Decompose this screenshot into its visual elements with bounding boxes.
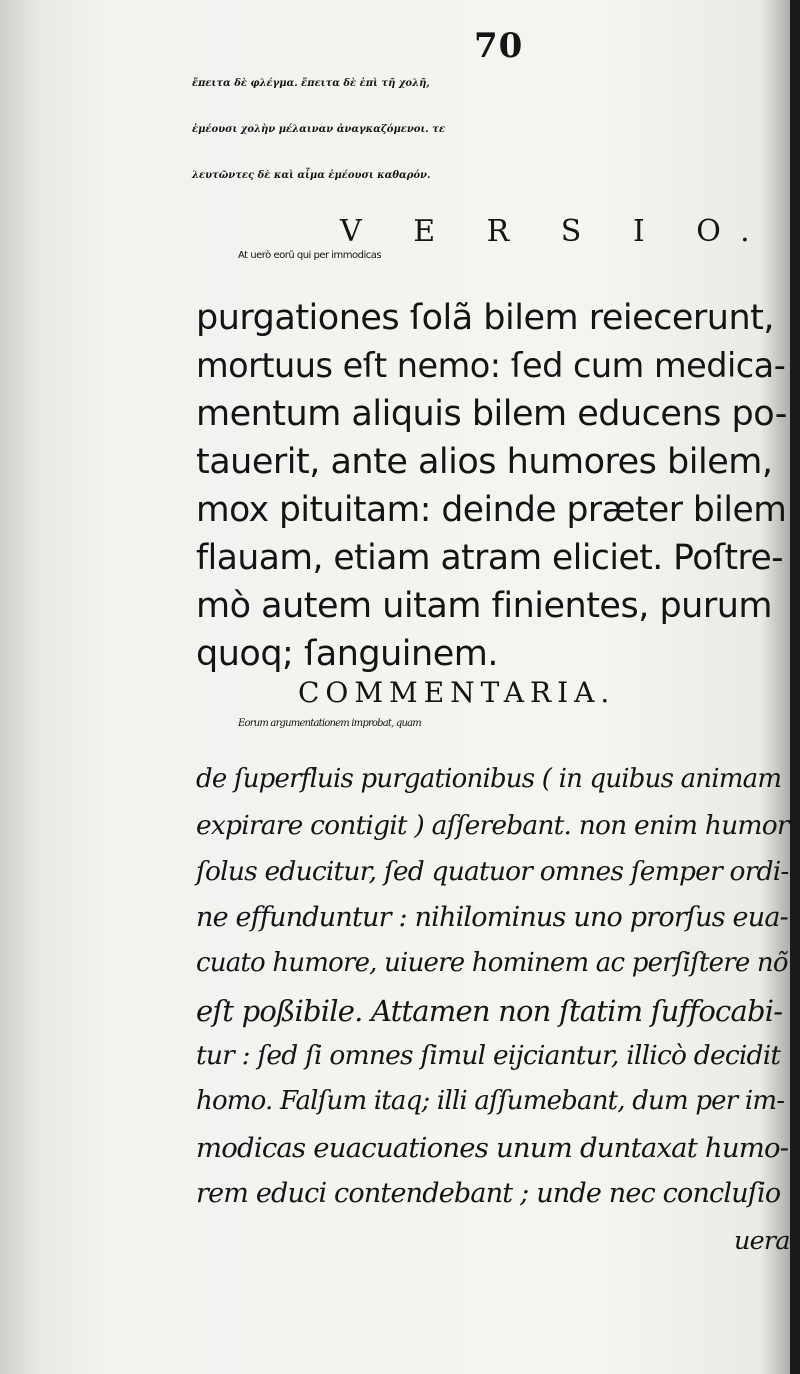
versio-line: purgationes ſolã bilem reiecerunt,	[196, 298, 775, 338]
commentaria-line: expirare contigit ) aſſerebant. non enim humor	[196, 810, 789, 841]
commentaria-line: ſolus educitur, ſed quatuor omnes ſemper ordi-	[196, 856, 789, 887]
commentaria-line: rem educi contendebant ; unde nec concluſio	[196, 1178, 781, 1209]
greek-text-line: ἐμέουσι χολὴν μέλαιναν ἀναγκαζόμενοι. τε	[192, 124, 446, 135]
page-number: 70	[474, 26, 524, 66]
versio-line: mentum aliquis bilem educens po-	[196, 394, 787, 434]
versio-line: At uerò eorũ qui per immodicas	[238, 250, 382, 261]
commentaria-line: de ſuperfluis purgationibus ( in quibus animam	[196, 764, 782, 794]
commentaria-line: Eorum argumentationem improbat, quam	[238, 718, 421, 729]
versio-line: mò autem uitam finientes, purum	[196, 586, 773, 626]
commentaria-heading: COMMENTARIA.	[298, 676, 616, 709]
commentaria-line: tur : ſed ſi omnes ſimul eijciantur, illicò decidit	[196, 1040, 781, 1071]
commentaria-line: homo. Falſum itaq; illi aſſumebant, dum per im-	[196, 1086, 785, 1116]
versio-line: tauerit, ante alios humores bilem,	[196, 442, 773, 482]
versio-line: quoq; ſanguinem.	[196, 634, 498, 674]
catchword: uera	[734, 1226, 790, 1256]
versio-line: mox pituitam: deinde præter bilem	[196, 490, 787, 530]
commentaria-line: cuato humore, uiuere hominem ac perſiſtere nõ	[196, 948, 788, 978]
commentaria-line: ne effunduntur : nihilominus uno prorſus eua-	[196, 902, 788, 933]
versio-heading: V E R S I O.	[340, 214, 771, 249]
page-edge-shadow	[790, 0, 800, 1374]
versio-line: flauam, etiam atram eliciet. Poſtre-	[196, 538, 784, 578]
versio-line: mortuus eſt nemo: ſed cum medica-	[196, 346, 786, 385]
commentaria-line: modicas euacuationes unum duntaxat humo-	[196, 1132, 789, 1164]
greek-text-line: λευτῶντες δὲ καὶ αἷμα ἐμέουσι καθαρόν.	[192, 170, 431, 181]
greek-text-line: ἔπειτα δὲ φλέγμα. ἔπειτα δὲ ἐπὶ τῆ χολῆ,	[192, 78, 430, 89]
commentaria-line: eſt poßibile. Attamen non ſtatim ſuffocabi-	[196, 994, 783, 1028]
